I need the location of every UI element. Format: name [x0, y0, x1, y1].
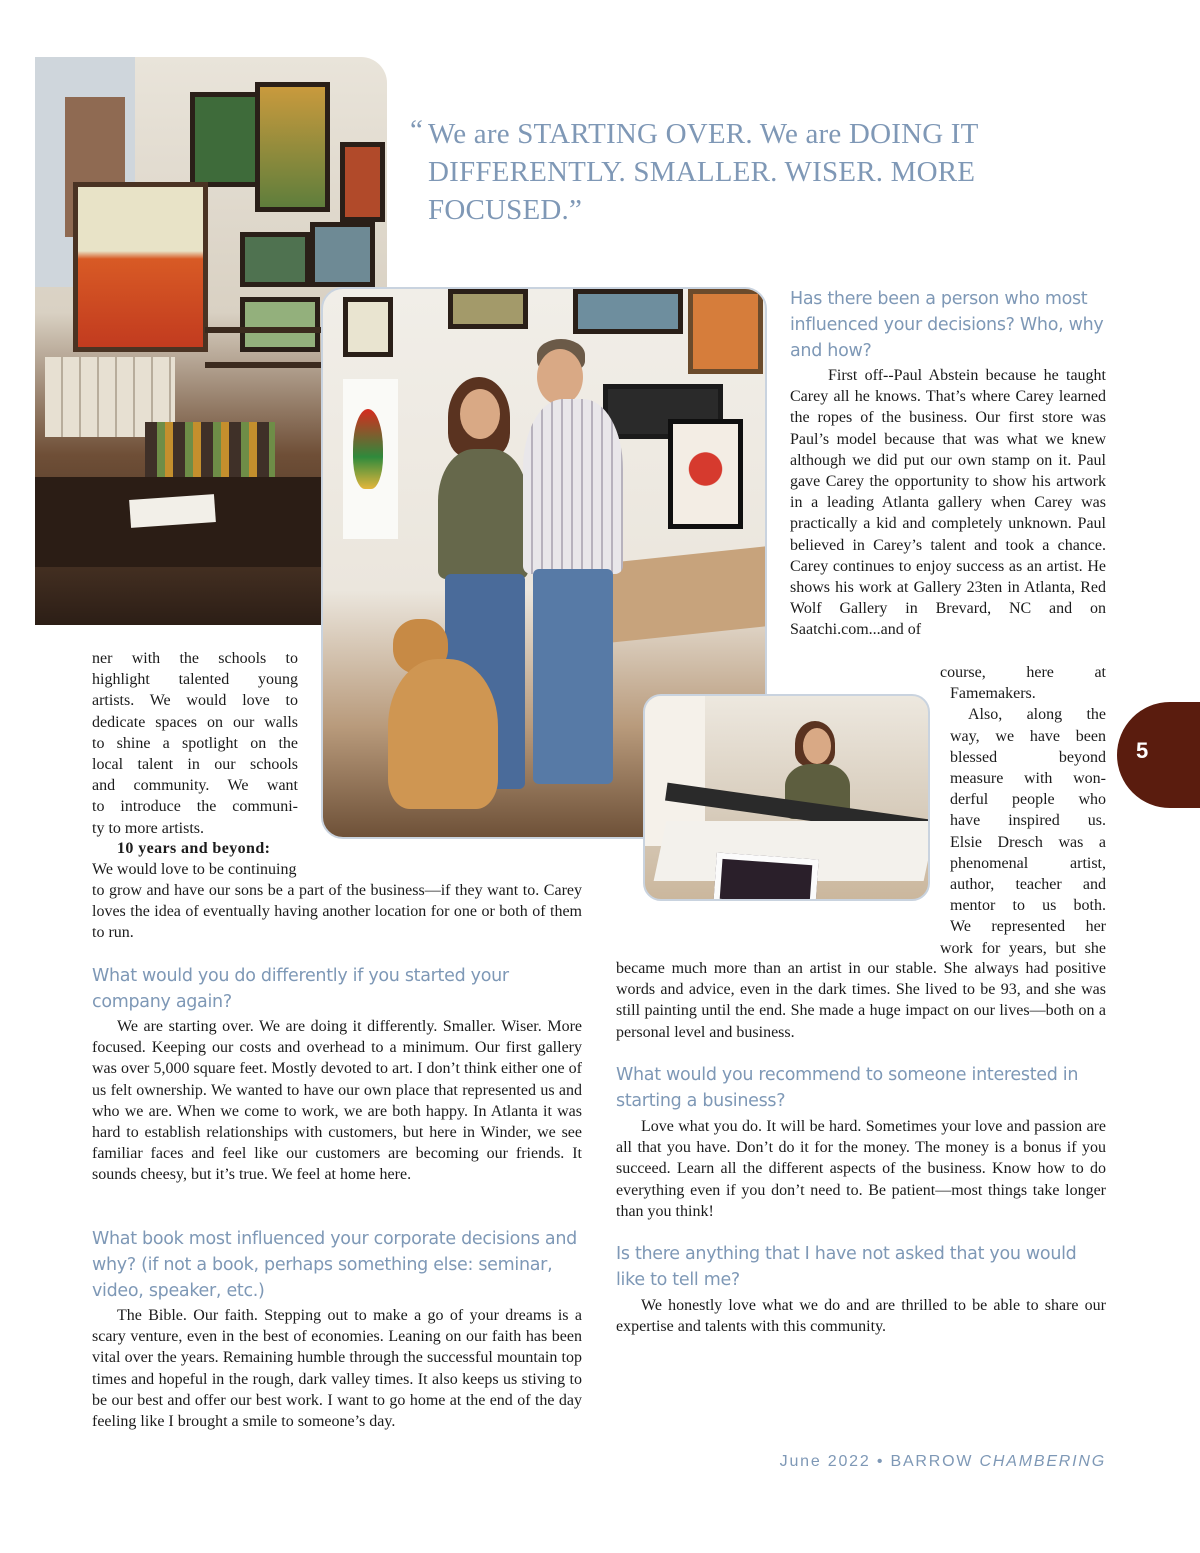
framed-art-top-b — [448, 289, 528, 329]
small-painting — [340, 142, 385, 222]
answer-person-wrap — [940, 662, 1106, 959]
footer-brand: BARROW — [890, 1453, 974, 1470]
artwork-on-table — [713, 853, 818, 901]
text-line: author, teacher and — [950, 876, 1106, 894]
footer-bullet: • — [876, 1453, 885, 1470]
footer-date: June 2022 — [779, 1453, 871, 1470]
man-jeans — [533, 569, 613, 784]
display-shelf — [205, 327, 325, 333]
text-line: to shine a spotlight on the — [92, 734, 298, 752]
paper-on-table — [129, 494, 216, 528]
golden-retriever — [388, 659, 498, 809]
future-first-line: We would love to be continuing — [92, 861, 297, 878]
text-line: ner with the schools to — [92, 650, 298, 667]
framer-face — [803, 728, 831, 764]
text-line: way, we have been — [950, 727, 1106, 745]
text-line: ty to more artists. — [92, 819, 204, 837]
answer-person-rest: became much more than an artist in our stable. She always had positive words and advice, even in the dark times. She lived to be 93, and she was still painting until the end. She made a huge impact on our lives—both on a personal level and business. — [616, 960, 1106, 1041]
framed-print-b — [310, 222, 375, 287]
text-line: Also, along the — [968, 706, 1106, 724]
answer-differently: We are starting over. We are doing it differently. Smaller. Wiser. More focused. Keeping our costs and overhead to a minimum. Our first gallery was over 5,000 square feet. Mostly devoted to art. I don’t think either one of us felt ownership. We wanted to have our own place that represented us and who we are. When we come to work, we are both happy. In Atlanta it was hard to establish relationships with customers, but here in Winder, we see familiar faces and feel like our customers are becoming our friends. It sounds cheesy, but it’s true. We feel at home here. — [92, 1018, 582, 1184]
answer-anything: We honestly love what we do and are thrilled to be able to share our expertise and talents with this community. — [616, 1297, 1106, 1336]
text-line: Famemakers. — [950, 685, 1036, 703]
answer-book: The Bible. Our faith. Stepping out to make a go of your dreams is a scary venture, even in the best of economies. Leaning on our faith has been vital over the years. Remaining humble through the successful mountain top times and hopeful in the rough, dark valley times. It also keeps us stiving to be our best and offer our best work. I want to go home at the end of the day feeling like I brought a smile to someone’s day. — [92, 1307, 582, 1431]
skater-poster-art — [678, 439, 733, 499]
page-number-tab — [1117, 702, 1200, 808]
page-number: 5 — [1136, 738, 1149, 763]
landscape-painting — [190, 92, 265, 187]
footer-brand-italic: CHAMBERING — [979, 1453, 1106, 1470]
answer-person: First off--Paul Abstein because he taught Carey all he knows. That’s where Carey learned the ropes of the business. Our first store was Paul’s model because that was what we knew although we did put our own stamp on it. Paul gave Carey the opportunity to show his artwork in a leading Atlanta gallery when Carey was practically a kid and completely unknown. Paul believed in Carey’s talent and took a chance. Carey continues to enjoy success as an artist. He shows his work at Gallery 23ten in Atlanta, Red Wolf Gallery in Brevard, NC and on Saatchi.com...and of — [790, 367, 1106, 639]
text-line: Elsie Dresch was a — [950, 833, 1106, 851]
candle-display — [145, 422, 275, 477]
text-line: blessed beyond — [950, 748, 1106, 766]
text-line: have inspired us. — [950, 812, 1106, 830]
text-line: course, here at — [940, 664, 1106, 681]
woman-shirt — [438, 449, 528, 579]
answer-recommend: Love what you do. It will be hard. Sometimes your love and passion are all that you have. Don’t do it for the money. The money is a bonus if you succeed. Learn all the different aspects of the business. Know how to do everything even if you don’t need to. Be patient—most things take longer than you think! — [616, 1118, 1106, 1220]
page-footer — [760, 1453, 1106, 1471]
question-heading-book: What book most influenced your corporate decisions and why? (if not a book, perhaps something else: seminar, video, speaker, etc.) — [92, 1229, 577, 1301]
question-heading-recommend: What would you recommend to someone interested in starting a business? — [616, 1065, 1079, 1111]
text-line: measure with won- — [950, 770, 1106, 788]
text-line: We represented her — [950, 918, 1106, 936]
question-heading-anything: Is there anything that I have not asked that you would like to tell me? — [616, 1244, 1077, 1290]
text-line: mentor to us both. — [950, 897, 1106, 915]
text-line: to introduce the communi- — [92, 798, 298, 816]
text-line: artists. We would love to — [92, 692, 298, 710]
framing-workshop-photo — [643, 694, 930, 901]
framed-print-a — [240, 232, 310, 287]
waterfall-painting — [255, 82, 330, 212]
red-abstract-painting — [73, 182, 208, 352]
open-quote-mark: “ — [410, 114, 424, 146]
text-line: derful people who — [950, 791, 1106, 809]
framed-art-top-a — [343, 297, 393, 357]
frame-counter — [613, 546, 767, 643]
framed-print-c — [240, 297, 320, 352]
text-line: local talent in our schools — [92, 756, 298, 774]
pull-quote — [410, 115, 1060, 229]
pull-quote-text: We are STARTING OVER. We are DOING IT DIFFERENTLY. SMALLER. WISER. MORE FOCUSED.” — [428, 118, 979, 226]
man-face — [537, 349, 583, 405]
future-heading: 10 years and beyond: — [117, 840, 271, 857]
question-heading-person: Has there been a person who most influenced your decisions? Who, why and how? — [790, 289, 1104, 361]
framed-art-top-c — [573, 289, 683, 334]
question-heading-differently: What would you do differently if you started your company again? — [92, 966, 509, 1012]
woman-face — [460, 389, 500, 439]
display-shelf — [205, 362, 325, 368]
text-line: phenomenal artist, — [950, 854, 1106, 872]
framed-art-top-d — [688, 289, 763, 374]
man-plaid-shirt — [523, 399, 623, 574]
text-line: work for years, but she — [940, 939, 1106, 957]
future-paragraph: to grow and have our sons be a part of the business—if they want to. Carey loves the idea of eventually having another location for one or both of them to run. — [92, 882, 582, 942]
schools-paragraph — [92, 648, 298, 839]
text-line: highlight talented young — [92, 671, 298, 689]
text-line: and community. We want — [92, 777, 298, 795]
text-line: dedicate spaces on our walls — [92, 713, 298, 731]
parrot-figure — [353, 409, 383, 489]
